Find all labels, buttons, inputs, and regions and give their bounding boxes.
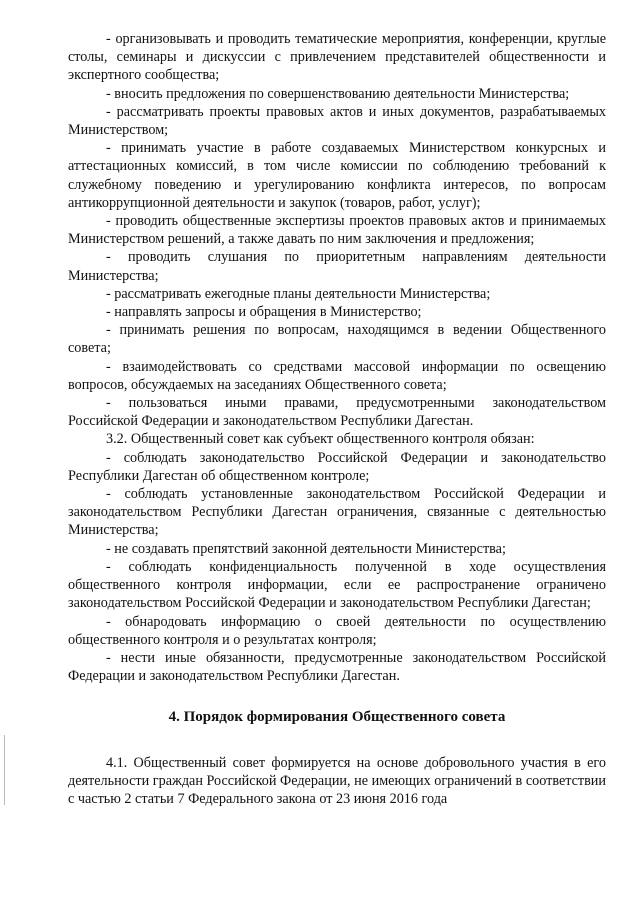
paragraph-public-expertise: - проводить общественные экспертизы проектов правовых актов и принимаемых Министерством решений, а также давать по ним заключения и предложения; xyxy=(68,213,606,248)
paragraph-organize-events: - организовывать и проводить тематические мероприятия, конференции, круглые столы, семинары и дискуссии с привлечением представителей общественности и экспертного сообщества; xyxy=(68,31,606,84)
paragraph-no-obstacles: - не создавать препятствий законной деятельности Министерства; xyxy=(106,540,506,557)
paragraph-submit-proposals: - вносить предложения по совершенствованию деятельности Министерства; xyxy=(106,85,570,102)
paragraph-clause-4-1: 4.1. Общественный совет формируется на основе добровольного участия в его деятельности граждан Российской Федерации, не имеющих ограничений в соответствии с частью 2 статьи 7 Федерального закона от 23 июня 2016 года xyxy=(68,754,606,807)
paragraph-interact-media: - взаимодействовать со средствами массовой информации по освещению вопросов, обсуждаемых на заседаниях Общественного совета; xyxy=(68,358,606,393)
paragraph-comply-legislation: - соблюдать законодательство Российской Федерации и законодательство Республики Дагестан об общественном контроле; xyxy=(68,449,606,484)
paragraph-other-rights: - пользоваться иными правами, предусмотренными законодательством Российской Федерации и законодательством Республики Дагестан. xyxy=(68,395,606,430)
paragraph-review-drafts: - рассматривать проекты правовых актов и иных документов, разрабатываемых Министерством; xyxy=(68,103,606,139)
paragraph-publish-info: - обнародовать информацию о своей деятельности по осуществлению общественного контроля и о результатах контроля; xyxy=(68,613,606,648)
paragraph-comply-restrictions: - соблюдать установленные законодательством Российской Федерации и законодательством Республики Дагестан ограничения, связанные с деятельностью Министерства; xyxy=(68,486,606,539)
paragraph-clause-3-2: 3.2. Общественный совет как субъект общественного контроля обязан: xyxy=(106,431,535,448)
paragraph-participate-commissions: - принимать участие в работе создаваемых Министерством конкурсных и аттестационных комиссий, в том числе комиссии по соблюдению требований к служебному поведению и урегулированию конфликта интересов, по вопросам антикоррупционной деятельности и закупок (товаров, работ, услуг); xyxy=(68,140,606,211)
paragraph-hold-hearings: - проводить слушания по приоритетным направлениям деятельности Министерства; xyxy=(68,249,606,284)
paragraph-other-duties: - нести иные обязанности, предусмотренные законодательством Российской Федерации и законодательством Республики Дагестан. xyxy=(68,649,606,685)
section-heading: 4. Порядок формирования Общественного совета xyxy=(168,709,506,726)
paragraph-review-plans: - рассматривать ежегодные планы деятельности Министерства; xyxy=(106,285,491,302)
paragraph-send-requests: - направлять запросы и обращения в Министерство; xyxy=(106,304,422,321)
scan-edge-mark xyxy=(4,735,5,805)
paragraph-confidentiality: - соблюдать конфиденциальность полученной в ходе осуществления общественного контроля информации, если ее распространение ограничено законодательством Российской Федерации и законодательством Республики Дагестан; xyxy=(68,558,606,612)
paragraph-make-decisions: - принимать решения по вопросам, находящимся в ведении Общественного совета; xyxy=(68,322,606,357)
document-page xyxy=(68,30,606,808)
